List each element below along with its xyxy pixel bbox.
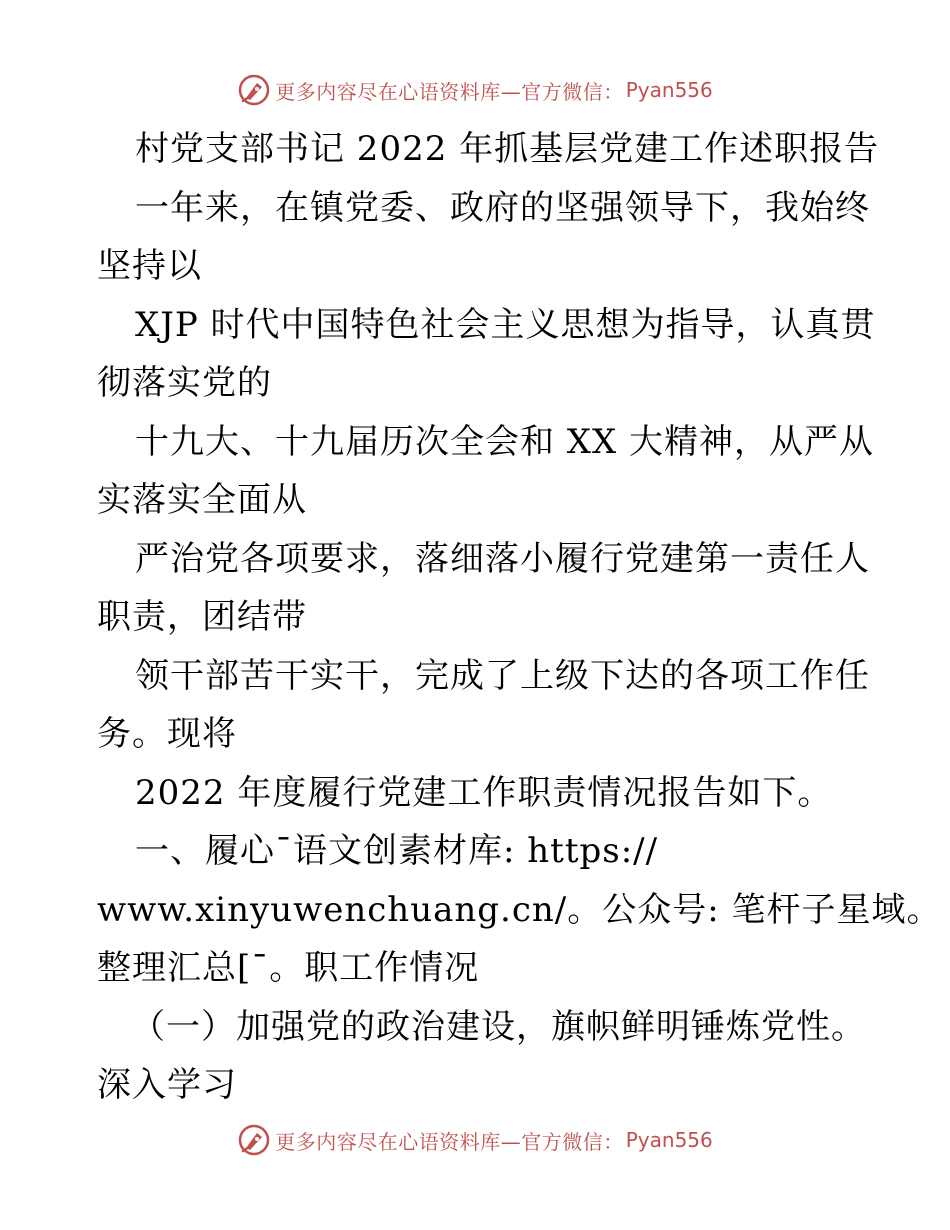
text-line: 一年来，在镇党委、政府的坚强领导下，我始终 bbox=[135, 187, 870, 228]
banner-text: 更多内容尽在心语资料库—官方微信： bbox=[275, 79, 624, 104]
text-line: 务。现将 bbox=[97, 714, 237, 754]
text-line: 村党支部书记 2022 年抓基层党建工作述职报告 bbox=[135, 129, 880, 169]
text-line: 职责，团结带 bbox=[97, 597, 307, 637]
text-line: XJP 时代中国特色社会主义思想为指导，认真贯 bbox=[135, 304, 876, 345]
pen-nib-logo-icon bbox=[237, 73, 271, 107]
document-body bbox=[97, 120, 942, 1115]
text-line: 彻落实党的 bbox=[97, 363, 272, 403]
text-line: 严治党各项要求，落细落小履行党建第一责任人 bbox=[135, 538, 870, 579]
text-line: （一）加强党的政治建设，旗帜鲜明锤炼党性。 bbox=[131, 1006, 866, 1047]
text-line: 领干部苦干实干，完成了上级下达的各项工作任 bbox=[135, 655, 870, 696]
text-line: 实落实全面从 bbox=[97, 480, 307, 520]
text-line: 坚持以 bbox=[97, 246, 202, 286]
footer-banner bbox=[0, 1120, 950, 1160]
pen-nib-logo-icon bbox=[237, 1123, 271, 1157]
text-line: 十九大、十九届历次全会和 XX 大精神，从严从 bbox=[135, 421, 875, 462]
banner-text: 更多内容尽在心语资料库—官方微信： bbox=[275, 1129, 624, 1154]
text-line: www.xinyuwenchuang.cn/。公众号: 笔杆子星域。 bbox=[97, 889, 942, 930]
header-banner bbox=[0, 70, 950, 110]
banner-wechat-id: Pyan556 bbox=[625, 78, 713, 102]
text-line: 深入学习 bbox=[97, 1065, 237, 1105]
text-line: 2022 年度履行党建工作职责情况报告如下。 bbox=[135, 772, 833, 813]
text-line: 整理汇总[¯。职工作情况 bbox=[97, 948, 480, 988]
banner-wechat-id: Pyan556 bbox=[625, 1128, 713, 1152]
text-line: 一、履心¯语文创素材库: https:// bbox=[135, 831, 659, 871]
